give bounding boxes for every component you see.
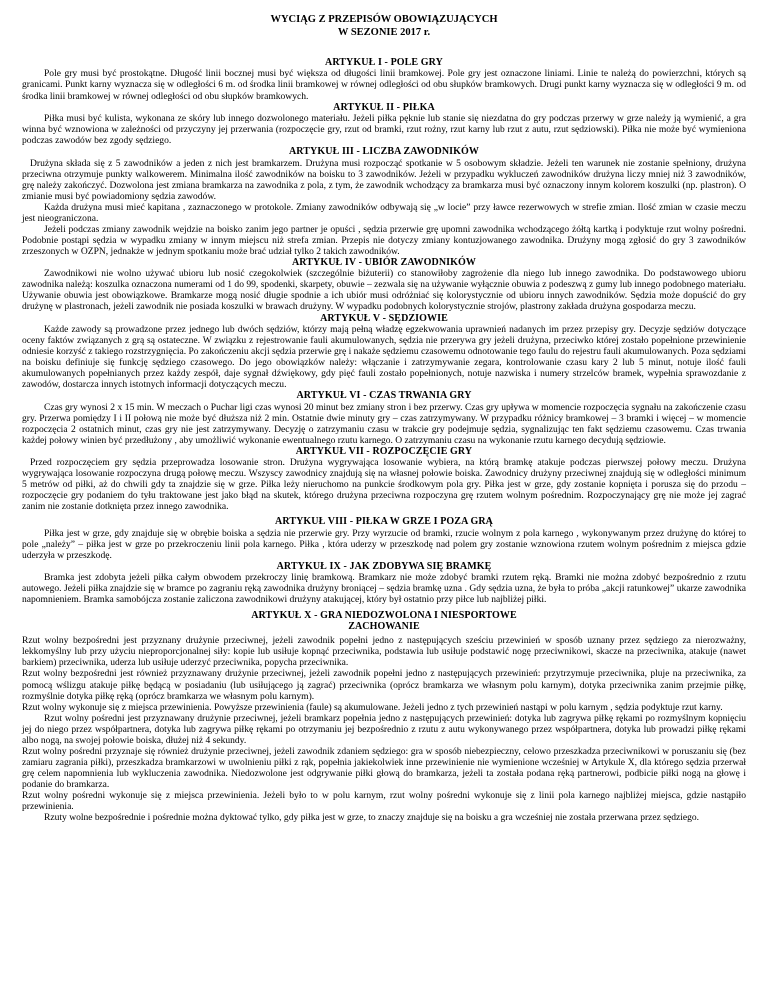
document-title-line2: W SEZONIE 2017 r. — [337, 26, 431, 38]
article-3-paragraph: Jeżeli podczas zmiany zawodnik wejdzie na boisko zanim jego partner je opuści , sędzia przerwie grę upomni zawodnika wchodzącego żółtą kartką i podyktuje rzut wolny pośredni. Podobnie postąpi sędzia w wypadku zmiany w innym miejscu niż strefa zmian. Przepis nie dotyczy zmiany kontuzjowanego zawodnika. Drużyny mogą zgłosić do gry 3 zawodników zrzeszonych w OZPN, jednakże w jednym spotkaniu może brać udział tylko 2 takich zawodników. — [22, 223, 746, 257]
article-4-heading: ARTYKUŁ IV - UBIÓR ZAWODNIKÓW — [291, 256, 477, 268]
article-10-heading-line2: ZACHOWANIE — [348, 620, 420, 632]
article-10-paragraph: Rzut wolny pośredni jest przyznawany drużynie przeciwnej, jeżeli bramkarz popełnia jedno z następujących przewinień: dotyka lub zagrywa piłkę rękami po rozmyślnym kopnięciu jej do niego przez współpartnera, dotyka lub zagrywa piłkę rękami po otrzymaniu jej bezpośrednio z rzutu z autu wykonywanego przez współpartnera, dotyka lub prowadzi piłkę rękami albo nogą, na swojej połowie boiska, dłużej niż 4 sekundy. — [22, 712, 746, 746]
article-3-paragraph: Drużyna składa się z 5 zawodników a jeden z nich jest bramkarzem. Drużyna musi rozpocząć spotkanie w 5 osobowym składzie. Jeżeli ten warunek nie zostanie spełniony, drużyna przeciwna otrzymuje punkty walkowerem. Minimalna ilość zawodników na boisku to 3 zawodników. Jeżeli w przypadku wykluczeń zawodników drużyna liczy mniej niż 3 zawodników, grę należy zakończyć. Dozwolona jest zmiana bramkarza na zawodnika z pola, z tym, że zawodnik wchodzący za bramkarza musi być oznaczony innym kolorem koszulki (np. plastron). O zmianie musi być powiadomiony sędzia zawodów. — [22, 157, 746, 202]
article-10-paragraph: Rzut wolny wykonuje się z miejsca przewinienia. Powyższe przewinienia (faule) są akumulowane. Jeżeli jedno z tych przewinień nastąpi w polu karnym , sędzia podyktuje rzut karny. — [22, 701, 723, 713]
article-1-heading: ARTYKUŁ I - POLE GRY — [325, 57, 443, 68]
document-title-line1: WYCIĄG Z PRZEPISÓW OBOWIĄZUJĄCYCH — [270, 14, 498, 25]
article-10-paragraph: Rzut wolny bezpośredni jest przyznany drużynie przeciwnej, jeżeli zawodnik popełni jedno z następujących sześciu przewinień w sposób uznany przez sędziego za nierozważny, lekkomyślny lub przy użyciu nieproporcjonalnej siły: kopie lub usiłuje kopnąć przeciwnika, podstawia lub usiłuje podstawić nogę przeciwnikowi, skacze na przeciwnika, atakuje (nawet barkiem) przeciwnika, uderza lub usiłuje uderzyć przeciwnika, popycha przeciwnika. — [22, 635, 746, 669]
article-2-paragraph: Piłka musi być kulista, wykonana ze skóry lub innego dozwolonego materiału. Jeżeli piłka pęknie lub stanie się niezdatna do gry podczas przerwy w grze należy ją wymienić, a gra winna być wznowiona w zależności od przyczyny jej przerwania (rozpoczęcie gry, rzut od bramki, rzut rożny, rzut karny lub rzut z autu, rzut sędziowski). Piłka nie może być wymieniona podczas zawodów bez zgody sędziego. — [22, 112, 746, 147]
article-10-heading: ARTYKUŁ X - GRA NIEDOZWOLONA I NIESPORTOWE — [251, 609, 517, 621]
article-3-heading: ARTYKUŁ III - LICZBA ZAWODNIKÓW — [288, 146, 479, 158]
article-6-paragraph: Czas gry wynosi 2 x 15 min. W meczach o Puchar ligi czas wynosi 20 minut bez zmiany stron i bez przerwy. Czas gry upływa w momencie rozpoczęcia sygnału na zakończenie czasu gry. Przerwa pomiędzy I i II połową nie może być dłuższa niż 2 min. Ostatnie dwie minuty gry – czas zatrzymywany. W przypadku różnicy bramkowej – 3 bramki i więcej – w momencie rozpoczęcia 2 ostatnich minut, czas gry nie jest zatrzymywany. Decyzję o zatrzymaniu czasu w trakcie gry podejmuje sędzia, sygnalizując ten fakt sędziemu czasowemu. Czas trwania każdej połowy winien być przedłużony , aby umożliwić wykonanie ewentualnego rzutu karnego. O zatrzymaniu czasu na wykonanie rzutu karnego decydują sędziowie. — [22, 401, 746, 446]
article-8-heading: ARTYKUŁ VIII - PIŁKA W GRZE I POZA GRĄ — [275, 516, 493, 528]
article-5-heading: ARTYKUŁ V - SĘDZIOWIE — [320, 312, 448, 324]
article-2-heading: ARTYKUŁ II - PIŁKA — [333, 101, 435, 113]
article-7-heading: ARTYKUŁ VII - ROZPOCZĘCIE GRY — [295, 445, 473, 457]
article-3-paragraph: Każda drużyna musi mieć kapitana , zaznaczonego w protokole. Zmiany zawodników odbywają się „w locie” przy ławce rezerwowych w strefie zmian. Ilość zmian w czasie meczu jest nieograniczona. — [22, 201, 746, 224]
article-6-heading: ARTYKUŁ VI - CZAS TRWANIA GRY — [296, 390, 472, 402]
article-10-paragraph: Rzut wolny bezpośredni jest również przyznawany drużynie przeciwnej, jeżeli zawodnik popełni jedno z następujących przewinień: przytrzymuje przeciwnika, pluje na przeciwnika, za pomocą wślizgu atakuje piłkę będącą w posiadaniu (lub usiłującego ją zagrać) przeciwnika (oprócz bramkarza we własnym polu karnym), dotyka przeciwnika zanim przejmie piłkę, rozmyślnie dotyka piłkę ręką (oprócz bramkarza we własnym polu karnym). — [22, 668, 746, 702]
article-10-paragraph: Rzuty wolne bezpośrednie i pośrednie można dyktować tylko, gdy piłka jest w grze, to znaczy znajduje się na boisku a gra wcześniej nie została przerwana przez sędziego. — [44, 812, 700, 824]
article-7-paragraph: Przed rozpoczęciem gry sędzia przeprowadza losowanie stron. Drużyna wygrywająca losowanie wybiera, na którą bramkę atakuje podczas pierwszej połowy meczu. Drużyna wygrywająca losowanie rozpoczyna drugą połowę meczu. Wszyscy zawodnicy znajdują się na własnej połowie boiska. Zawodnicy drużyny przeciwnej znajdują się w odległości minimum 5 metrów od piłki, aż do chwili gdy ta znajdzie się w grze. Piłka leży nieruchomo na punkcie środkowym pola gry. Piłka jest w grze, gdy zostanie kopnięta i porusza się do przodu – rozpoczęcie gry podaniem do tyłu traktowane jest jako błąd na skutek, którego drużyna przeciwna rozpoczyna grę rzutem wolnym pośrednim. Rozpoczynający grę nie może jej zagrać zanim nie zostanie dotknięta przez innego zawodnika. — [22, 457, 746, 513]
article-4-paragraph: Zawodnikowi nie wolno używać ubioru lub nosić czegokolwiek (szczególnie biżuterii) co stanowiłoby zagrożenie dla niego lub innego zawodnika. Do podstawowego ubioru zawodnika należą: koszulka oznaczona numerami od 1 do 99, spodenki, skarpety, obuwie – zezwala się na używanie wyłącznie obuwia z podeszwą z gumy lub innego podobnego materiału. Używanie obuwia jest obowiązkowe. Bramkarze mogą nosić długie spodnie a ich ubiór musi odróżniać się kolorystycznie od ubioru innych zawodników. Sędzia może dopuścić do gry drużynę w plastronach, jeżeli zawodnik nie posiada koszulki w brawach drużyny. W wypadku podobnych kolorystycznie strojów, plastrony zakłada drużyna gospodarza meczu. — [22, 268, 746, 313]
article-9-heading: ARTYKUŁ IX - JAK ZDOBYWA SIĘ BRAMKĘ — [276, 560, 492, 572]
article-5-paragraph: Każde zawody są prowadzone przez jednego lub dwóch sędziów, którzy mają pełną władzę egzekwowania uprawnień nadanych im przez przepisy gry. Decyzje sędziów dotyczące oceny faktów związanych z grą są ostateczne. W związku z rejestrowanie fauli akumulowanych, sędzia nie przerywa gry jeżeli drużyna, przeciwko której zostało popełnione przewinienie odniesie korzyść z takiego rozstrzygnięcia. Po zakończeniu akcji sędzia przerwie grę i nakaże sędziemu czasowemu odnotowanie tego faulu do rejestru fauli akumulowanych. Poza sędziami na boisku definiuje się funkcję sędziego czasowego. Do jego obowiązków należy: włączanie i zatrzymywanie zegara, kontrolowanie czasu kary 2 lub 5 minut, notuje ilość fauli akumulowanych popełnianych przez każdy zespół, daje sygnał dźwiękowy, gdy pięć fauli zostało popełnionych, notuje nazwiska i numery strzelców bramek, wypełnia sprawozdanie z zawodów, dostarcza innych istotnych informacji dotyczących meczu. — [22, 323, 746, 391]
article-10-paragraph: Rzut wolny pośredni wykonuje się z miejsca przewinienia. Jeżeli było to w polu karnym, rzut wolny pośredni wykonuje się z linii pola karnego najbliżej miejsca, gdzie nastąpiło przewinienia. — [22, 790, 746, 813]
article-8-paragraph: Piłka jest w grze, gdy znajduje się w obrębie boiska a sędzia nie przerwie gry. Przy wyrzucie od bramki, rzucie wolnym z pola karnego , wykonywanym przez drużynę do której to pole „należy” – piłka jest w grze po przekroczeniu linii pola karnego. Piłka , która uderzy w przeszkodę nad polem gry zostanie wznowiona rzutem wolnym pośrednim z miejsca gdzie uderzyła w przeszkodę. — [22, 527, 746, 561]
article-10-paragraph: Rzut wolny pośredni przyznaje się również drużynie przeciwnej, jeżeli zawodnik zdaniem sędziego: gra w sposób niebezpieczny, celowo przeszkadza przeciwnikowi w poruszaniu się (bez zamiaru zagrania piłki), przeszkadza bramkarzowi w uwolnieniu piłki z rąk, popełnia jakiekolwiek inne przewinienie nie wymienione wcześniej w Artykule X, dla którego sędzia przerwał grę celem napomnienia lub wykluczenia zawodnika. Niedozwolone jest odgrywanie piłki głową do bramkarza, jeżeli ta została podana ręką partnerowi, podbicie piłki nogą na głowę i podanie do bramkarza. — [22, 745, 746, 790]
article-9-paragraph: Bramka jest zdobyta jeżeli piłka całym obwodem przekroczy linię bramkową. Bramkarz nie może zdobyć bramki rzutem ręką. Bramki nie można zdobyć bezpośrednio z rzutu autowego. Jeżeli piłka znajdzie się w bramce po zagraniu ręką zawodnika drużyny broniącej – sędzia bramkę uzna . Gdy sędzia uzna, że była to próba „akcji ratunkowej” ukarze zawodnika napomnieniem. Bramka samobójcza zostanie zaliczona zawodnikowi drużyny atakującej, który był ostatnio przy piłce lub najbliżej piłki. — [22, 572, 746, 606]
article-1-paragraph: Pole gry musi być prostokątne. Długość linii bocznej musi być większa od długości linii bramkowej. Pole gry jest oznaczone liniami. Linie te należą do powierzchni, których są granicami. Punkt karny wyznacza się w odległości 6 m. od środka linii bramkowej w równej odległości od obu słupków bramkowych. Drugi punkt karny wyznacza się w odległości 9 m. od środka linii bramkowej w równej odległości od obu słupków bramkowych. — [22, 68, 746, 102]
